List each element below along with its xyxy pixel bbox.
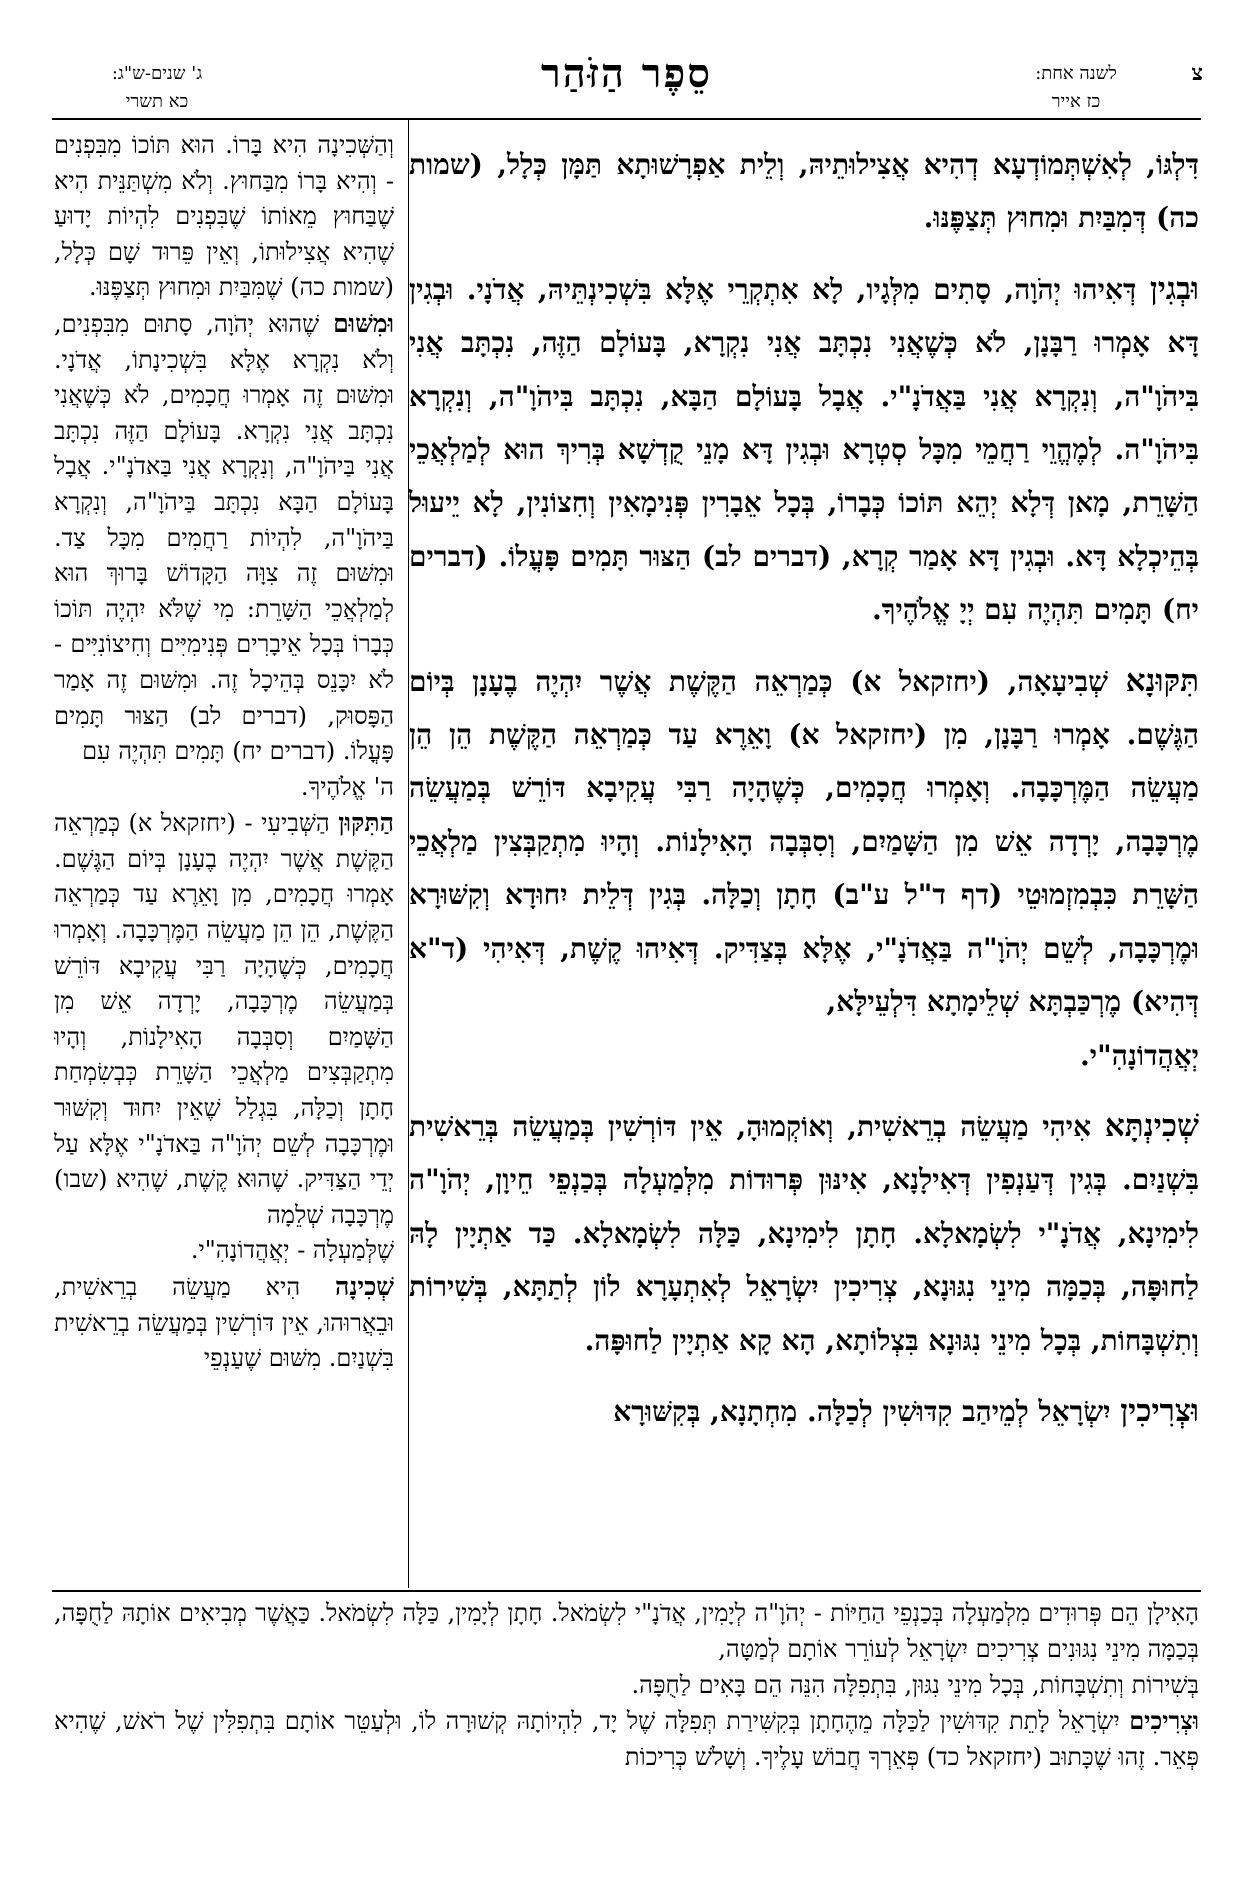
header-left-schedule xyxy=(82,60,232,116)
main-paragraph-5 xyxy=(409,1385,1199,1438)
hebrew-translation-continuation xyxy=(54,1596,1199,1846)
page-header xyxy=(50,42,1203,112)
main-paragraph-3-lead: תִּקּוּנָא xyxy=(1125,662,1199,699)
side-paragraph-1 xyxy=(54,128,394,306)
side-paragraph-3-text: הַשְּׁבִיעִי - (יחזקאל א) כְּמַרְאֵה הַקֶּשֶׁת אֲשֶׁר יִהְיֶה בֶעָנָן בְּיוֹם הַגֶּשֶׁם. אָמְרוּ חֲכָמִים, מִן וָאֵרֶא עַד כְּמַרְאֵה הַקֶּשֶׁת, הֵן הֵן מַעֲשֵׂה הַמֶּרְכָּבָה. וְאָמְרוּ חֲכָמִים, כְּשֶׁהָיָה רַבִּי עֲקִיבָא דּוֹרֵשׁ בְּמַעֲשֵׂה מֶרְכָּבָה, יָרְדָה אֵשׁ מִן הַשָּׁמַיִם וְסִבְּבָה הָאִילָנוֹת, וְהָיוּ מִתְקַבְּצִים מַלְאֲכֵי הַשָּׁרֵת כְּבְשִׂמְחַת חָתָן וְכַלָּה, בִּגְלַל שֶׁאֵין יִחוּד וְקִשּׁוּר וּמֶרְכָּבָה לְשֵׁם יְהֹוָ"ה בַּאדֹנָ"י אֶלָּא עַל יְדֵי הַצַּדִּיק. שֶׁהוּא קֶשֶׁת, שֶׁהִיא (שבו) מֶרְכָּבָה שְׁלֵמָה xyxy=(54,809,394,1229)
main-paragraph-1-text: דִּלְגּוֹ, לְאִשְׁתְּמוֹדְעָא דְהִיא אֲצִילוּתֵיהּ, וְלֵית אַפְרָשׁוּתָא תַּמָּן כְּלָל, (שמות כה) דְּמִבַּיִת וּמִחוּץ תְּצַפֶּנּוּ. xyxy=(409,148,1199,235)
side-paragraph-3-end: שֶׁלְּמַעְלָה - יְאֲהֲדוֹנָהִ"י. xyxy=(190,1236,394,1265)
bottom-paragraph-2-lead: וּצְרִיכִים xyxy=(1129,1706,1199,1736)
main-paragraph-2 xyxy=(409,263,1199,637)
header-left-line2: כא תשרי xyxy=(125,91,189,112)
main-paragraph-5-lead: וּצְרִיכִין xyxy=(1120,1392,1199,1429)
main-paragraph-5-text: יִשְׂרָאֵל לְמֵיהַב קִדּוּשִׁין לְכַלָּה. מִחְתָנָא, בְּקִשּׁוּרָא xyxy=(613,1394,1121,1428)
main-paragraph-4-lead: שְׁכִינְתָּא xyxy=(1104,1107,1199,1144)
bottom-paragraph-2 xyxy=(54,1703,1199,1776)
page-number: צ xyxy=(1191,60,1203,86)
side-paragraph-2-text: שֶׁהוּא יְהֹוָה, סָתוּם מִבִּפְנִים, וְלֹא נִקְרָא אֶלָּא בִּשְׁכִינָתוֹ, אֲדֹנָי. וּמִשּׁוּם זֶה אָמְרוּ חֲכָמִים, לֹא כְּשֶׁאֲנִי נִכְתָּב אֲנִי נִקְרָא. בָּעוֹלָם הַזֶּה נִכְתָּב אֲנִי בַּיהֹוָ"ה, וְנִקְרָא אֲנִי בַּאדֹנָ"י. אֲבָל בָּעוֹלָם הַבָּא נִכְתָּב בַּיהֹוָ"ה, וְנִקְרָא בַּיהֹוָ"ה, לִהְיוֹת רַחֲמִים מִכָּל צַד. וּמִשּׁוּם זֶה צִוָּה הַקָּדוֹשׁ בָּרוּךְ הוּא לְמַלְאֲכֵי הַשָּׁרֵת: מִי שֶׁלֹּא יִהְיֶה תּוֹכוֹ כְּבָרוֹ בְּכָל אֵיבָרִים פְּנִימִיִּים וְחִיצוֹנִיִּים - לֹא יִכָּנֵס בְּהֵיכָל זֶה. וּמִשּׁוּם זֶה אָמַר הַפָּסוּק, (דברים לב) הַצּוּר תָּמִים פָּעֳלוֹ. (דברים יח) תָּמִים תִּהְיֶה עִם xyxy=(54,309,394,766)
book-title: סֵפֶר הַזֹּהַר xyxy=(541,50,712,97)
side-paragraph-3 xyxy=(54,805,394,1269)
main-paragraph-3 xyxy=(409,655,1199,1082)
bottom-paragraph-2-text: יִשְׂרָאֵל לָתֵת קִדּוּשִׁין לַכַּלָּה מֵהֶחָתָן בְּקִשִּׁירַת תְּפִלָּה שֶׁל יָד, לִהְיוֹתָהּ קְשׁוּרָה לוֹ, וּלְעַטֵּר אוֹתָם בִּתְפִלִּין שֶׁל רֹאשׁ, שֶׁהִיא פְּאֵר. זֶהוּ שֶׁכָּתוּב (יחזקאל כד) פְּאֵרְךָ חֲבוֹשׁ עָלֶיךָ. וְשָׁלֹשׁ כְּרִיכוֹת xyxy=(54,1707,1199,1772)
main-paragraph-4-text: אִיהִי מַעֲשֵׂה בְרֵאשִׁית, וְאוֹקְמוּהָ, אֵין דּוֹרְשִׁין בְּמַעֲשֵׂה בְּרֵאשִׁית בִּשְׁנַיִם. בְּגִין דְּעַנְפִין דְּאִילָנָא, אִינּוּן פְּרוּדוֹת מִלְּמַעְלָה בְּכַנְפֵי חֵיוָן, יְהֹוָ"ה לִימִינָא, אֲדֹנָ"י לִשְׂמָאלָא. חָתָן לִימִינָא, כַּלָּה לִשְׂמָאלָא. כַּד אַתְיָין לָהּ לַחוּפָּה, בְּכַמָּה מִינֵי נִגּוּנָא, צְרִיכִין יִשְׂרָאֵל לְאִתְעָרָא לוֹן לְתַתָּא, בְּשִׁירוֹת וְתִשְׁבָּחוֹת, בְּכָל מִינֵי נִגּוּנָא בִּצְלוֹתָא, הָא קָא אַתְיָין לַחוּפָּה. xyxy=(409,1109,1199,1357)
side-paragraph-4-lead: שְׁכִינָה xyxy=(335,1272,394,1301)
side-paragraph-2 xyxy=(54,306,394,805)
main-paragraph-1 xyxy=(409,138,1199,245)
main-paragraph-2-lead: וּבְגִין xyxy=(1149,270,1199,307)
bottom-paragraph-1 xyxy=(54,1596,1199,1703)
main-paragraph-3-end: יְאֲהֲדוֹנָהִ"י. xyxy=(1080,1038,1199,1072)
main-paragraph-3-text: שְׁבִיעָאָה, (יחזקאל א) כְּמַרְאֵה הַקֶּשֶׁת אֲשֶׁר יִהְיֶה בֶעָנָן בְּיוֹם הַגֶּשֶׁם. אָמְרוּ רַבָּנָן, מִן (יחזקאל א) וָאֵרֶא עַד כְּמַרְאֵה הַקֶּשֶׁת הֵן הֵן מַעֲשֵׂה הַמֶּרְכָּבָה. וְאָמְרוּ חֲכָמִים, כְּשֶׁהָיָה רַבִּי עֲקִיבָא דּוֹרֵשׁ בְּמַעֲשֵׂה מֶרְכָּבָה, יָרְדָה אֵשׁ מִן הַשָּׁמַיִם, וְסִבְּבָה הָאִילָנוֹת. וְהָיוּ מִתְקַבְּצִין מַלְאֲכֵי הַשָּׁרֵת כִּבְמִזְמוּטֵי (דף ד"ל ע"ב) חָתָן וְכַלָּה. בְּגִין דְּלֵית יִחוּדָא וְקִשּׁוּרָא וּמֶרְכָּבָה, לְשֵׁם יְהֹוָ"ה בַּאֲדֹנָ"י, אֶלָּא בְּצַדִּיק. דְּאִיהוּ קֶשֶׁת, דְּאִיהִי (ד"א דְּהִיא) מֶרְכַּבְתָּא שְׁלֵימָתָא דִּלְעֵילָּא, xyxy=(409,664,1199,1019)
hebrew-translation-column xyxy=(54,128,394,1588)
side-paragraph-4 xyxy=(54,1269,394,1377)
bottom-paragraph-1-text: הָאִילָן הֵם פְּרוּדִים מִלְמַעְלָה בְּכַנְפֵי הַחַיּוֹת - יְהֹוָ"ה לְיָמִין, אֲדֹנָ"י לִשְׂמֹאל. חָתָן לְיָמִין, כַּלָּה לִשְׂמֹאל. כַּאֲשֶׁר מְבִיאִים אוֹתָהּ לַחֻפָּה, בְּכַמָּה מִינֵי נִגּוּנִים צְרִיכִים יִשְׂרָאֵל לְעוֹרֵר אוֹתָם לְמַטָּה, xyxy=(54,1599,1199,1663)
main-paragraph-4 xyxy=(409,1100,1199,1367)
header-left-line1: ג' שנים-ש"ג: xyxy=(111,63,203,84)
bottom-paragraph-1-end: בְּשִׁירוֹת וְתִשְׁבָּחוֹת, בְּכָל מִינֵי נִגּוּן, בִּתְפִלָּה הִנֵּה הֵם בָּאִים לַחֻפָּה. xyxy=(631,1670,1199,1699)
side-paragraph-2-end: ה' אֱלֹהֶיךָ. xyxy=(300,772,394,801)
main-paragraph-2-text: דְּאִיהוּ יְהֹוָה, סָתִים מִלְּגָיו, לָא אִתְקְרֵי אֶלָּא בִּשְׁכִינְתֵּיהּ, אֲדֹנָי. וּבְגִין דָּא אָמְרוּ רַבָּנָן, לֹא כְּשֶׁאֲנִי נִכְתָּב אֲנִי נִקְרָא, בָּעוֹלָם הַזֶּה, נִכְתָּב אֲנִי בִּיהֹוָ"ה, וְנִקְרָא אֲנִי בַּאֲדֹנָ"י. אֲבָל בָּעוֹלָם הַבָּא, נִכְתָּב בִּיהֹוָ"ה, וְנִקְרָא בִּיהֹוָ"ה. לְמֶהֱוֵי רַחֲמֵי מִכָּל סְטְרָא וּבְגִין דָּא מָנֵי קֻדְשָׁא בְּרִיךְ הוּא לְמַלְאֲכֵי הַשָּׁרֵת, מָאן דְּלָא יְהֵא תּוֹכוֹ כְּבָרוֹ, בְּכָל אֵבָרִין פְּנִימָאִין וְחִצוֹנִין, לָא יֵיעוּל בְּהֵיכְלָא דָּא. וּבְגִין דָּא אָמַר קְרָא, (דברים לב) הַצּוּר תָּמִים פָּעֳלוֹ. (דברים יח) תָּמִים תִּהְיֶה עִם יְיָ אֱלֹהֶיךָ. xyxy=(409,272,1199,627)
aramaic-main-column xyxy=(409,138,1199,1598)
header-right-line2: כז אייר xyxy=(1051,91,1101,112)
side-paragraph-1-text: וְהַשְּׁכִינָה הִיא בָּרוֹ. הוּא תּוֹכוֹ מִבִּפְנִים - וְהִיא בָּרוֹ מִבַּחוּץ. וְלֹא מִשְׁתַּנֵּית הִיא שֶׁבַּחוּץ מֵאוֹתוֹ שֶׁבִּפְנִים לִהְיוֹת יָדוּעַ שֶׁהִיא אֲצִילוּתוֹ, וְאֵין פֵּרוּד שָׁם כְּלָל, (שמות כה) שֶׁמִּבַּיִת וּמִחוּץ תְּצַפֶּנּוּ. xyxy=(54,131,394,302)
side-paragraph-3-lead: הַתִּקּוּן xyxy=(338,808,394,838)
side-paragraph-4-text: הִיא מַעֲשֵׂה בְרֵאשִׁית, וּבֵאֲרוּהוּ, אֵין דּוֹרְשִׁין בְּמַעֲשֵׂה בְרֵאשִׁית בִּשְׁנַיִם. מִשּׁוּם שֶׁעַנְפֵי xyxy=(54,1273,394,1373)
header-rule xyxy=(52,118,1201,120)
header-right-line1: לשנה אחת: xyxy=(1035,63,1117,84)
side-paragraph-2-lead: וּמִשּׁוּם xyxy=(333,308,394,338)
